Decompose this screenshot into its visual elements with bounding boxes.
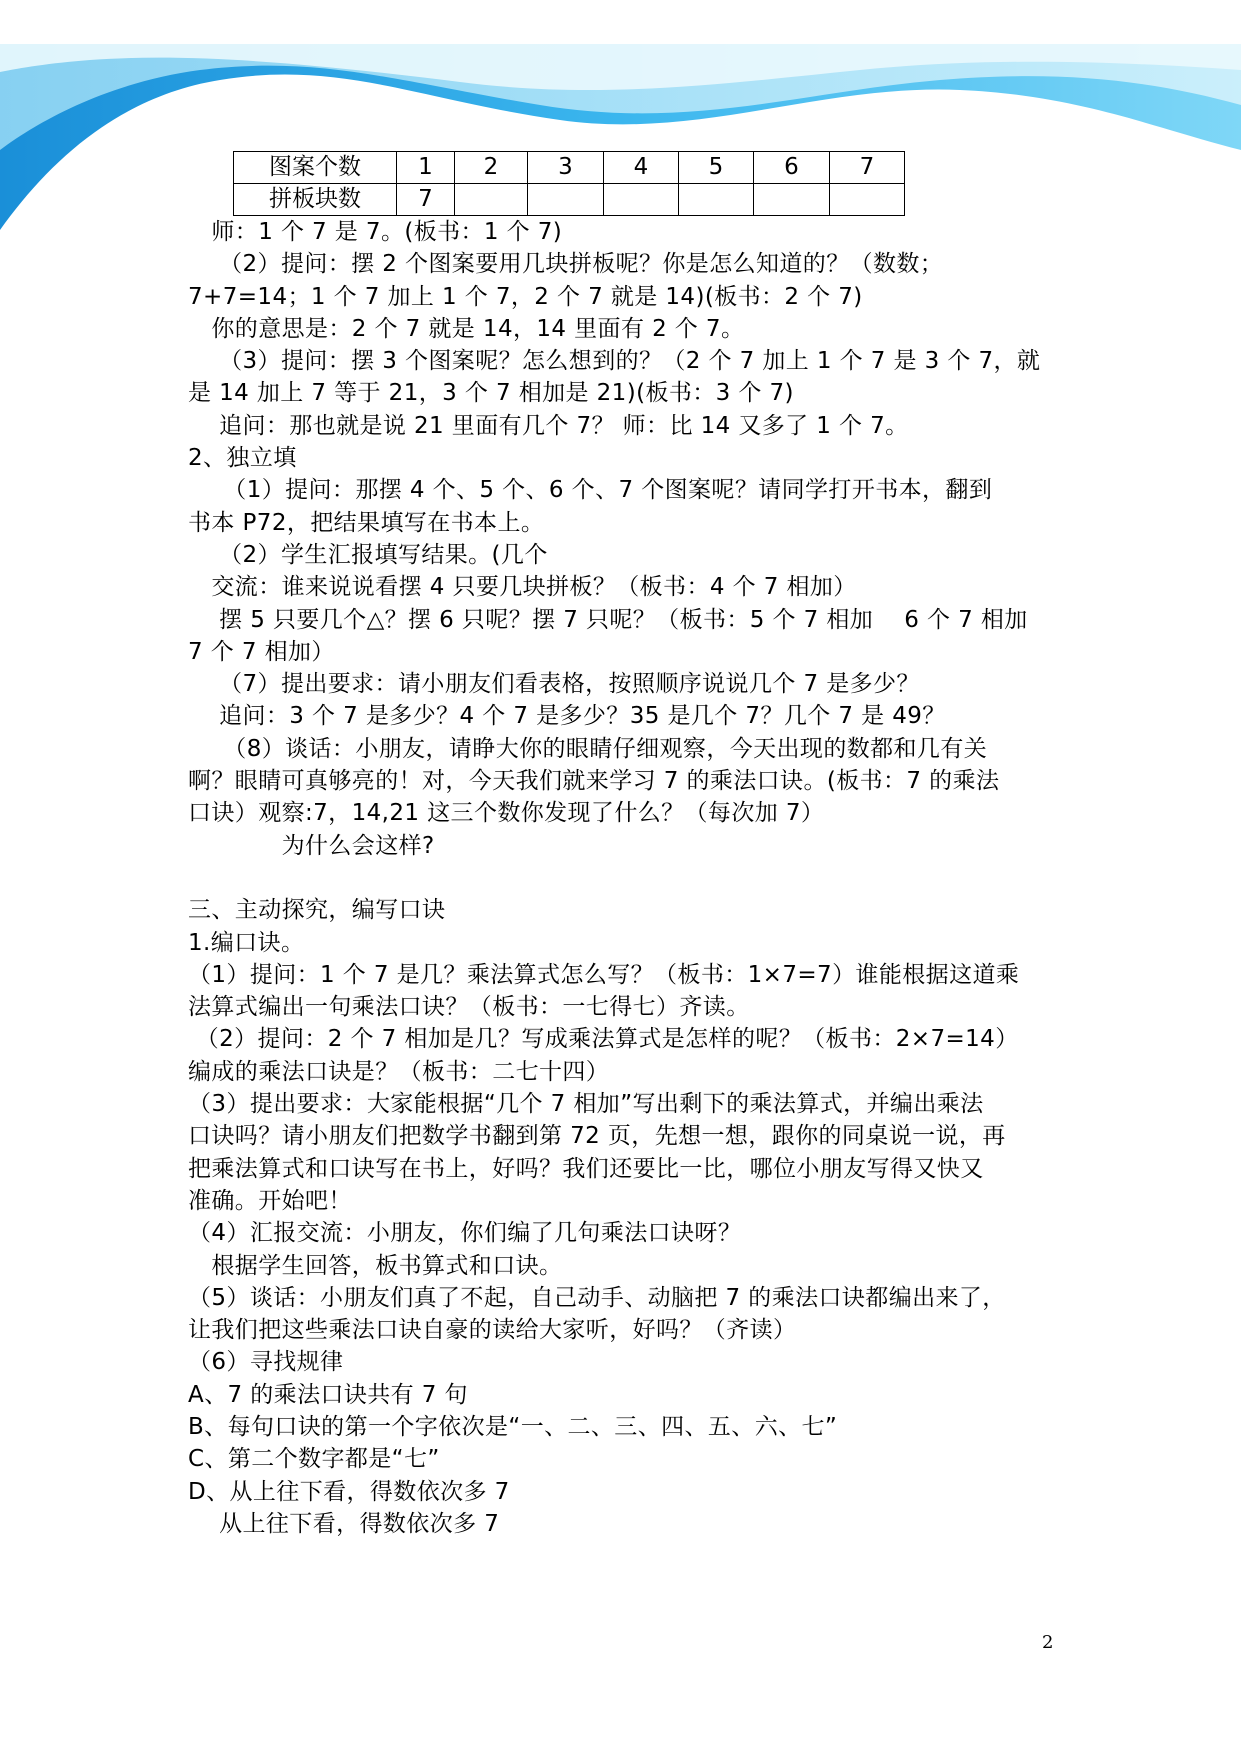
table-cell (754, 184, 830, 216)
table-cell (455, 184, 528, 216)
text-line: 2、独立填 (188, 445, 297, 472)
text-line: （2）学生汇报填写结果。(几个 (188, 541, 548, 568)
text-line: （8）谈话：小朋友，请睁大你的眼睛仔细观察，今天出现的数都和几有关 (188, 735, 988, 762)
text-line: （1）提问：1 个 7 是几？乘法算式怎么写？（板书：1×7=7）谁能根据这道乘 (188, 961, 1020, 988)
table-cell: 5 (679, 152, 754, 184)
text-line: 摆 5 只要几个△？摆 6 只呢？摆 7 只呢？（板书：5 个 7 相加 6 个 7 相加 (188, 606, 1028, 633)
text-line: 你的意思是：2 个 7 就是 14，14 里面有 2 个 7。 (188, 315, 745, 342)
text-line: 三、主动探究，编写口诀 (188, 897, 446, 924)
text-line: 追问：3 个 7 是多少？4 个 7 是多少？35 是几个 7？几个 7 是 49？ (188, 703, 946, 730)
text-line (188, 862, 1064, 894)
text-line: 是 14 加上 7 等于 21，3 个 7 相加是 21)(板书：3 个 7) (188, 380, 794, 407)
text-line: 准确。开始吧！ (188, 1187, 352, 1214)
table-cell: 6 (754, 152, 830, 184)
text-line: （2）提问：摆 2 个图案要用几块拼板呢？你是怎么知道的？（数数； (188, 251, 944, 278)
text-line: （5）谈话：小朋友们真了不起，自己动手、动脑把 7 的乘法口诀都编出来了， (188, 1284, 1006, 1311)
table-cell: 7 (830, 152, 905, 184)
table-cell: 2 (455, 152, 528, 184)
text-line: 书本 P72，把结果填写在书本上。 (188, 509, 545, 536)
pattern-count-table (233, 151, 905, 216)
table-row (234, 184, 905, 216)
text-line: 口诀）观察:7，14,21 这三个数你发现了什么？（每次加 7） (188, 800, 825, 827)
text-line: （6）寻找规律 (188, 1349, 344, 1376)
table-cell: 4 (604, 152, 679, 184)
text-line: 口诀吗？请小朋友们把数学书翻到第 72 页，先想一想，跟你的同桌说一说，再 (188, 1123, 1006, 1150)
table-cell: 1 (397, 152, 455, 184)
text-line: （1）提问：那摆 4 个、5 个、6 个、7 个图案呢？请同学打开书本，翻到 (188, 477, 993, 504)
table-header-cell: 拼板块数 (234, 184, 397, 216)
text-line: 为什么会这样? (188, 832, 435, 859)
table-header-cell: 图案个数 (234, 152, 397, 184)
text-line: 师：1 个 7 是 7。(板书：1 个 7) (188, 219, 563, 245)
text-line: 让我们把这些乘法口诀自豪的读给大家听，好吗？（齐读） (188, 1317, 797, 1344)
text-line: （3）提问：摆 3 个图案呢？怎么想到的？（2 个 7 加上 1 个 7 是 3 个 7，就 (188, 348, 1041, 375)
text-line: D、从上往下看，得数依次多 7 (188, 1478, 510, 1505)
text-line: 法算式编出一句乘法口诀？（板书：一七得七）齐读。 (188, 994, 750, 1021)
table-row (234, 152, 905, 184)
table-cell: 7 (397, 184, 455, 216)
text-line: 7 个 7 相加） (188, 638, 335, 665)
text-line: （2）提问：2 个 7 相加是几？写成乘法算式是怎样的呢？（板书：2×7=14） (188, 1026, 1019, 1053)
lesson-text-body (188, 216, 1064, 1540)
text-line: 从上往下看，得数依次多 7 (188, 1510, 500, 1537)
text-line: 根据学生回答，板书算式和口诀。 (188, 1252, 563, 1279)
text-line: （7）提出要求：请小朋友们看表格，按照顺序说说几个 7 是多少？ (188, 671, 920, 698)
table-cell (604, 184, 679, 216)
text-line: （3）提出要求：大家能根据“几个 7 相加”写出剩下的乘法算式，并编出乘法 (188, 1091, 984, 1118)
table-cell (679, 184, 754, 216)
text-line: 1.编口诀。 (188, 929, 305, 956)
text-line: 编成的乘法口诀是？（板书：二七十四） (188, 1058, 610, 1085)
text-line: 把乘法算式和口诀写在书上，好吗？我们还要比一比，哪位小朋友写得又快又 (188, 1155, 984, 1182)
text-line: （4）汇报交流：小朋友，你们编了几句乘法口诀呀？ (188, 1220, 742, 1247)
text-line: 追问：那也就是说 21 里面有几个 7？ 师：比 14 又多了 1 个 7。 (188, 412, 909, 439)
page-number: 2 (1042, 1632, 1054, 1653)
table-cell: 3 (528, 152, 604, 184)
text-line: 交流：谁来说说看摆 4 只要几块拼板？（板书：4 个 7 相加） (188, 574, 857, 601)
text-line: B、每句口诀的第一个字依次是“一、二、三、四、五、六、七” (188, 1413, 838, 1440)
text-line: C、第二个数字都是“七” (188, 1446, 440, 1473)
text-line: A、7 的乘法口诀共有 7 句 (188, 1381, 468, 1408)
text-line: 7+7=14；1 个 7 加上 1 个 7，2 个 7 就是 14)(板书：2 个 7) (188, 283, 863, 310)
text-line: 啊？眼睛可真够亮的！对，今天我们就来学习 7 的乘法口诀。(板书：7 的乘法 (188, 768, 1000, 795)
table-cell (528, 184, 604, 216)
table-cell (830, 184, 905, 216)
